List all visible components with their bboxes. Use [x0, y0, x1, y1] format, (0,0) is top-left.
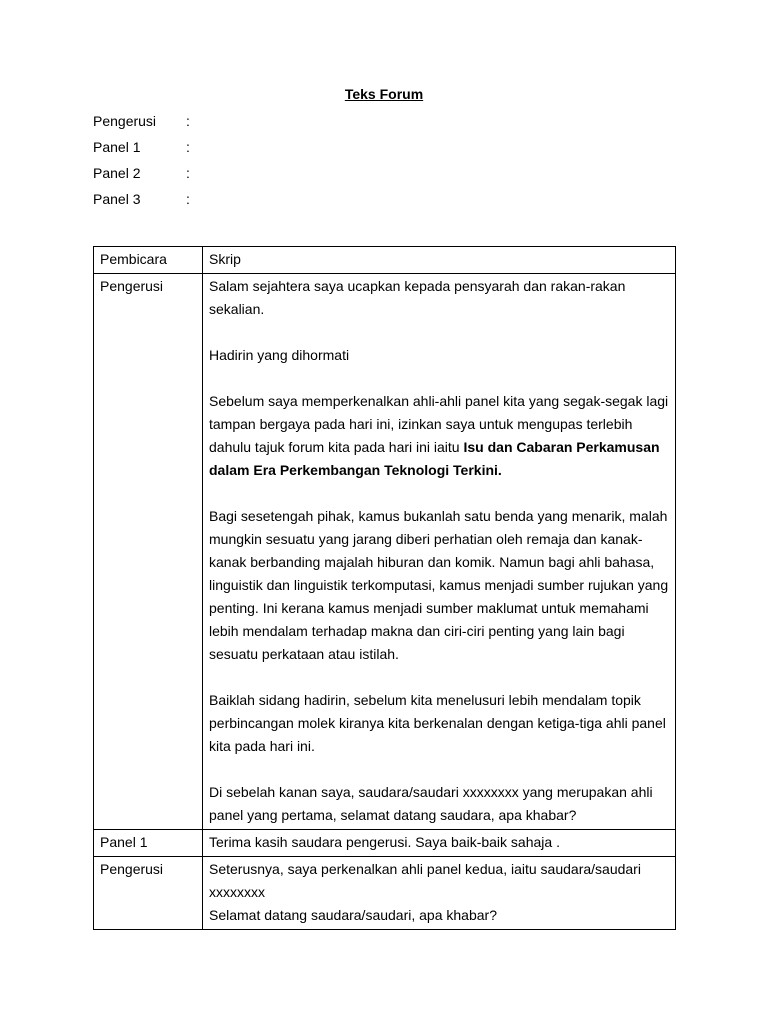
document-title: Teks Forum — [344, 86, 424, 102]
script-table — [93, 246, 676, 930]
script-paragraph: Selamat datang saudara/saudari, apa khabar? — [209, 907, 497, 923]
script-paragraph — [209, 390, 669, 482]
speaker-cell: Pengerusi — [94, 857, 203, 930]
forum-topic: Isu dan Cabaran Perkamusan dalam Era Perkembangan Teknologi Terkini. — [209, 439, 660, 478]
script-paragraph: Bagi sesetengah pihak, kamus bukanlah satu benda yang menarik, malah mungkin sesuatu yang jarang diberi perhatian oleh remaja dan kanak-kanak berbanding majalah hiburan dan komik. Namun bagi ahli bahasa, linguistik dan linguistik terkomputasi, kamus menjadi sumber rujukan yang penting. Ini kerana kamus menjadi sumber maklumat untuk memahami lebih mendalam terhadap makna dan ciri-ciri penting yang lain bagi sesuatu perkataan atau istilah. — [209, 508, 669, 662]
table-row — [94, 830, 676, 857]
role-label: Panel 3 — [93, 191, 141, 207]
script-paragraph: Hadirin yang dihormati — [209, 347, 350, 363]
table-row — [94, 274, 676, 830]
role-row — [93, 112, 206, 138]
script-cell: Terima kasih saudara pengerusi. Saya baik-baik sahaja . — [203, 830, 676, 857]
role-label: Panel 1 — [93, 139, 141, 155]
role-colon: : — [186, 113, 190, 129]
table-row — [94, 857, 676, 930]
header-script: Skrip — [203, 247, 676, 274]
role-colon: : — [186, 139, 190, 155]
header-speaker: Pembicara — [94, 247, 203, 274]
script-paragraph: Seterusnya, saya perkenalkan ahli panel kedua, iaitu saudara/saudari xxxxxxxx — [209, 861, 641, 900]
role-row — [93, 138, 206, 164]
role-row — [93, 164, 206, 190]
script-cell — [203, 274, 676, 830]
script-cell — [203, 857, 676, 930]
role-colon: : — [186, 165, 190, 181]
script-paragraph: Salam sejahtera saya ucapkan kepada pensyarah dan rakan-rakan sekalian. — [209, 278, 626, 317]
table-header-row — [94, 247, 676, 274]
speaker-cell: Panel 1 — [94, 830, 203, 857]
role-label: Pengerusi — [93, 113, 157, 129]
script-paragraph: Baiklah sidang hadirin, sebelum kita menelusuri lebih mendalam topik perbincangan molek kiranya kita berkenalan dengan ketiga-tiga ahli panel kita pada hari ini. — [209, 692, 666, 754]
script-paragraph: Di sebelah kanan saya, saudara/saudari xxxxxxxx yang merupakan ahli panel yang pertama, selamat datang saudara, apa khabar? — [209, 784, 653, 823]
role-label: Panel 2 — [93, 165, 141, 181]
speaker-cell: Pengerusi — [94, 274, 203, 830]
script-text: Sebelum saya memperkenalkan ahli-ahli panel kita yang segak-segak lagi tampan bergaya pada hari ini, izinkan saya untuk mengupas terlebih dahulu tajuk forum kita pada hari ini iaitu — [209, 393, 669, 455]
role-row — [93, 190, 206, 216]
role-colon: : — [186, 191, 190, 207]
role-list — [93, 112, 206, 216]
